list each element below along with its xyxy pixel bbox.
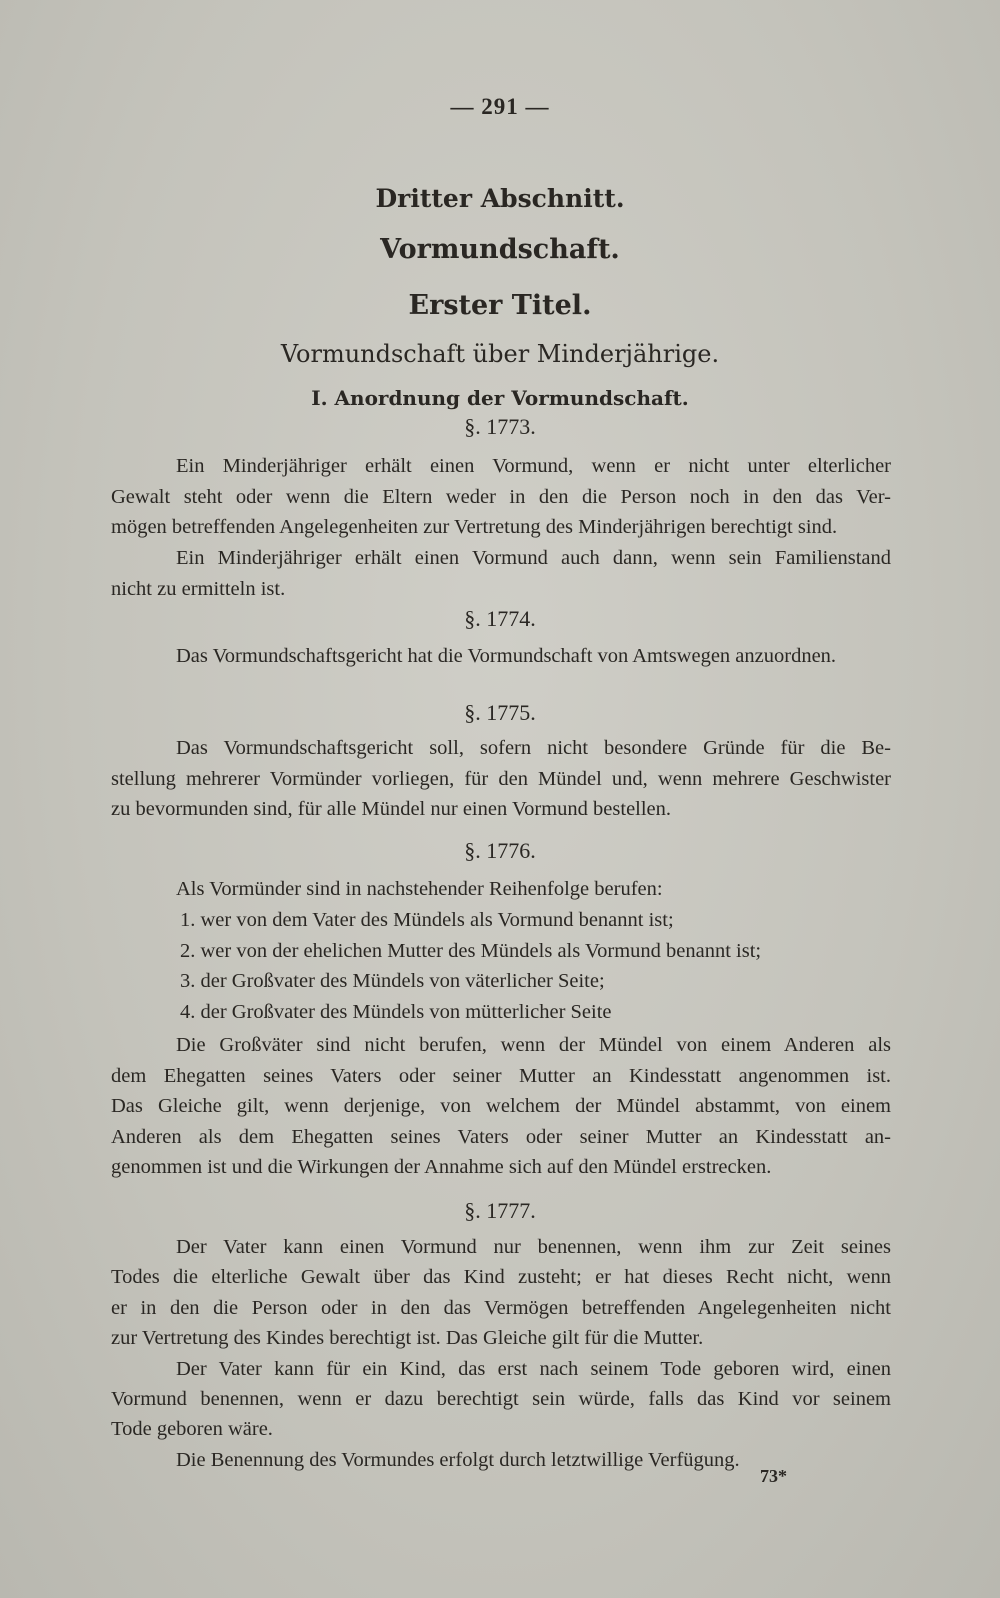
signature-mark: 73*	[760, 1466, 787, 1486]
text-line: Der Vater kann für ein Kind, das erst nach seinem Tode geboren wird, einen	[176, 1358, 891, 1380]
text-line: Vormund benennen, wenn er dazu berechtigt sein würde, falls das Kind vor seinem	[111, 1388, 891, 1410]
section-label-1776: §. 1776.	[464, 838, 536, 863]
section-label-1777: §. 1777.	[464, 1198, 536, 1223]
text-line: Ein Minderjähriger erhält einen Vormund auch dann, wenn sein Familienstand	[176, 547, 891, 569]
heading-subtitle: Vormundschaft über Minderjährige.	[280, 340, 720, 368]
text-line: Der Vater kann einen Vormund nur benennen, wenn ihm zur Zeit seines	[176, 1236, 891, 1258]
text-line: Anderen als dem Ehegatten seines Vaters oder seiner Mutter an Kindesstatt an-	[111, 1126, 891, 1148]
heading-topic: Vormundschaft.	[380, 234, 620, 265]
list-item: 2. wer von der ehelichen Mutter des Mündels als Vormund benannt ist;	[180, 940, 762, 962]
text-line: genommen ist und die Wirkungen der Annahme sich auf den Mündel erstrecken.	[111, 1156, 772, 1178]
list-item: 4. der Großvater des Mündels von mütterlicher Seite	[180, 1001, 612, 1023]
text-line: Das Vormundschaftsgericht soll, sofern nicht besondere Gründe für die Be-	[176, 737, 891, 759]
section-label-1775: §. 1775.	[464, 700, 536, 725]
text-line: Gewalt steht oder wenn die Eltern weder in den die Person noch in den das Ver-	[111, 486, 891, 508]
text-line: Die Großväter sind nicht berufen, wenn der Mündel von einem Anderen als	[176, 1034, 891, 1056]
text-line: Tode geboren wäre.	[111, 1418, 273, 1440]
heading-part: I. Anordnung der Vormundschaft.	[311, 386, 689, 410]
text-line: Ein Minderjähriger erhält einen Vormund, wenn er nicht unter elterlicher	[176, 455, 891, 477]
text-line: zur Vertretung des Kindes berechtigt ist. Das Gleiche gilt für die Mutter.	[111, 1327, 704, 1349]
heading-titel: Erster Titel.	[408, 290, 592, 321]
heading-abschnitt: Dritter Abschnitt.	[375, 184, 625, 213]
section-label-1773: §. 1773.	[464, 414, 536, 439]
list-item: 3. der Großvater des Mündels von väterlicher Seite;	[180, 970, 605, 992]
text-line: nicht zu ermitteln ist.	[111, 578, 286, 600]
text-line: Als Vormünder sind in nachstehender Reihenfolge berufen:	[176, 878, 663, 900]
text-line: stellung mehrerer Vormünder vorliegen, für den Mündel und, wenn mehrere Geschwister	[111, 768, 891, 790]
text-line: er in den die Person oder in den das Vermögen betreffenden Angelegenheiten nicht	[111, 1297, 891, 1319]
text-line: Die Benennung des Vormundes erfolgt durch letztwillige Verfügung.	[176, 1449, 740, 1471]
text-line: zu bevormunden sind, für alle Mündel nur einen Vormund bestellen.	[111, 798, 672, 820]
text-line: dem Ehegatten seines Vaters oder seiner Mutter an Kindesstatt angenommen ist.	[111, 1065, 891, 1087]
list-item: 1. wer von dem Vater des Mündels als Vormund benannt ist;	[180, 909, 674, 931]
text-line: Das Vormundschaftsgericht hat die Vormundschaft von Amtswegen anzuordnen.	[176, 645, 837, 667]
text-line: Todes die elterliche Gewalt über das Kind zusteht; er hat dieses Recht nicht, wenn	[111, 1266, 891, 1288]
page-number: — 291 —	[450, 94, 550, 119]
text-line: mögen betreffenden Angelegenheiten zur Vertretung des Minderjährigen berechtigt sind.	[111, 516, 838, 538]
section-label-1774: §. 1774.	[464, 606, 536, 631]
text-line: Das Gleiche gilt, wenn derjenige, von welchem der Mündel abstammt, von einem	[111, 1095, 891, 1117]
